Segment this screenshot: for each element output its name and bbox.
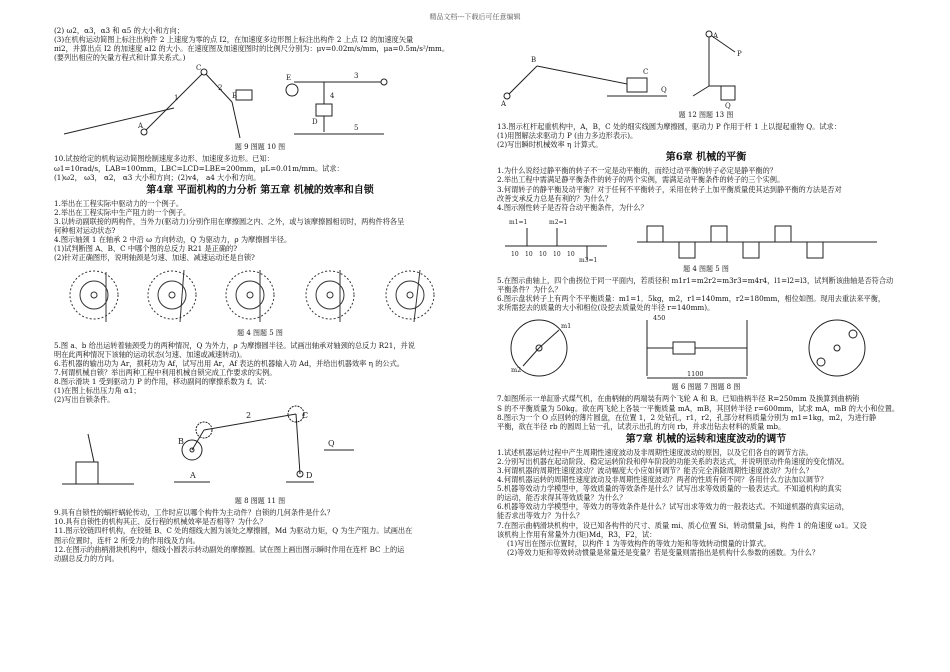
text-line: 9.具有自锁性的蜗杆蜗轮传动，工作时应以哪个构件为主动件？自锁的几何条件是什么？ (54, 508, 334, 518)
text-line: 8.图示为一个 O 点回转的薄片圆盘，在位置 1，2 处钻孔，r1，r2，孔部分材料质量分别为 m1=1kg，m2，为进行静 (497, 412, 877, 422)
svg-text:C: C (643, 68, 649, 76)
text-line: πi2，并算出点 I2 的加速度 aI2 的大小。在速度图及加速度图时的比例尺分别为：μv=0.02m/s/mm，μa=0.5m/s²/mm。 (54, 44, 450, 54)
figure-label: 3 (354, 72, 359, 81)
text-line: ω1=10rad/s，LAB=100mm，LBC=LCD=LBE=200mm，μL=0.01m/mm。试求： (54, 163, 344, 173)
figure-4-5-journals (54, 262, 466, 328)
figure-label: 450 (653, 314, 666, 323)
text-line: 该机构上作用有常量外力(矩)Md，R3，F2，试： (497, 529, 657, 539)
text-line: (2)写出瞬时机械效率 η 计算式。 (497, 140, 603, 150)
figure-label: 10 (567, 250, 575, 258)
text-line: 3.何谓转子的静平衡及动平衡？对于任何不平衡转子，采用在转子上加平衡质量使其达到静平衡的方法是否对 (497, 184, 842, 194)
figure-label: 10 (553, 250, 561, 258)
svg-text:A: A (501, 100, 507, 108)
text-line: 5.在图示曲轴上，四个曲拐位于同一平面内，若质径积 m1r1=m2r2=m3r3=m4r4，l1=l2=l3，试判断该曲轴是否符合动 (497, 275, 894, 285)
svg-text:Q: Q (661, 86, 667, 94)
figure-label: 10 (539, 250, 547, 258)
figure-label: m3=1 (579, 256, 598, 264)
chapter-heading: 第4章 平面机构的力分析 第五章 机械的效率和自锁 (146, 184, 374, 196)
figure-caption: 题 4 图题 5 图 (683, 264, 729, 273)
figure-6-7-8 (497, 312, 915, 382)
text-line: 6.机器等效动力学模型中，等效力的等效条件是什么？试写出求等效力的一般表达式。不知道机器的真实运动， (497, 502, 849, 512)
figure-caption: 题 4 图题 5 图 (237, 329, 283, 338)
text-line: 12.在图示的曲柄滑块机构中，细线小圆表示转动副处的摩擦圆。试在图上画出图示瞬时作用在连杆 BC 上的运 (54, 544, 405, 554)
text-line: 改善支承反力总是有利的？为什么？ (497, 193, 613, 203)
figure-label: E (286, 74, 292, 83)
text-line: 2.举出在工程实际中生产阻力的一个例子。 (54, 207, 191, 217)
text-line: 1.试述机器运转过程中产生周期性速度波动及非周期性速度波动的原因，以及它们各自的调节方法。 (497, 447, 813, 457)
text-line: (1)用图解法求驱动力 P (由力多边形表示)。 (497, 131, 638, 141)
figure-label: C (196, 64, 202, 73)
text-line: 7.何谓机械自锁？举出两种工程中利用机械自锁完成工作要求的实例。 (54, 367, 277, 377)
right-column (497, 26, 915, 557)
text-line: 2.分别写出机器在起动阶段、稳定运转阶段和停车阶段的功能关系的表达式，并说明原动件角速度的变化情况。 (497, 456, 849, 466)
text-line: 1.为什么说经过静平衡的转子不一定是动平衡的，而经过动平衡的转子必定是静平衡的？ (497, 166, 777, 176)
text-line: 何种相对运动状态? (54, 226, 116, 236)
figure-label: 10 (511, 250, 519, 258)
text-line: (要列出相应的矢量方程式和计算关系式。) (54, 53, 186, 63)
figure-caption: 题 9 图题 10 图 (234, 143, 286, 152)
figure-8-11 (54, 404, 466, 496)
text-line: 4.图示轴颈 1 在轴承 2 中沿 ω 方向转动，Q 为驱动力，ρ 为摩擦圆半径。 (54, 235, 292, 245)
text-line: 明在此两种情况下该轴的运动状态(匀速、加速或减速转动)。 (54, 349, 247, 359)
svg-text:A: A (190, 471, 196, 481)
text-line: 平衡条件？为什么？ (497, 285, 562, 295)
svg-text:A: A (713, 32, 719, 40)
text-line: 8.图示滑块 1 受到驱动力 P 的作用，移动副间的摩擦系数为 f。试： (54, 376, 272, 386)
text-line: 1.举出在工程实际中驱动力的一个例子。 (54, 198, 184, 208)
text-line: (2)写出自锁条件。 (54, 395, 115, 405)
text-line: 3.何谓机器的周期性速度波动？波动幅度大小应如何调节？能否完全消除周期性速度波动？为什么？ (497, 465, 813, 475)
svg-text:2: 2 (246, 411, 252, 421)
text-line: 11.图示铰链四杆机构，在铰链 B、C 处的细线大圆为该处之摩擦圆，Md 为驱动力矩，Q 为生产阻力。试画出在 (54, 526, 413, 536)
text-line: 平衡，欲在半径 rb 的圆周上钻一孔，试表示出孔的方向 rb，并求出钻去材料的质量 mb。 (497, 421, 786, 431)
text-line: 的运动，能否求得其等效质量？为什么？ (497, 493, 627, 503)
text-line: (3)在机构运动简图上标注出构件 2 上速度为零的点 I2，在加速度多边形图上标注出构件 2 上点 I2 的加速度矢量 (54, 35, 414, 45)
text-line: 7.在图示曲柄滑块机构中，设已知各构件的尺寸、质量 mi、质心位置 Si、转动惯量 Jsi，构件 1 的角速度 ω1。又设 (497, 520, 867, 530)
figure-caption: 题 12 图题 13 图 (678, 111, 734, 119)
page-header: 精品文档---下载后可任意编辑 (429, 13, 521, 21)
chapter-heading: 第6章 机械的平衡 (665, 152, 747, 164)
figure-label: D (312, 118, 318, 127)
svg-text:C: C (302, 411, 309, 421)
text-line: 6.图示盘状转子上有两个不平衡质量：m1=1．5kg，m2，r1=140mm，r2=180mm，相位如图。现用去重法来平衡， (497, 294, 886, 304)
text-line: 13.图示杠杆起重机构中，A，B，C 处的细实线圆为摩擦圆，驱动力 P 作用于杆 1 上以提起重物 Q。试求： (497, 122, 841, 132)
figure-rotor-crankshaft (497, 212, 915, 264)
text-line: 6.若机器的输出功为 Ar，损耗功为 Af，试写出用 Ar，Af 表达的机器输入功 Ad，并给出机器效率 η 的公式。 (54, 358, 404, 368)
text-line: 动副总反力的方向。 (54, 553, 119, 563)
text-line: 能否求出等效力？为什么？ (497, 511, 584, 521)
text-line: 10.试按给定的机构运动简图绘制速度多边形、加速度多边形。已知： (54, 154, 274, 164)
figure-label: 4 (330, 92, 335, 101)
text-line: (1)试判断图 A、B、C 中哪个图的总反力 R21 是正确的? (54, 244, 238, 254)
figure-label: 1100 (687, 370, 704, 379)
svg-text:B: B (531, 56, 537, 64)
svg-text:Q: Q (328, 439, 335, 449)
figure-caption: 题 8 图题 11 图 (234, 497, 286, 506)
figure-label: 1 (174, 94, 179, 103)
svg-text:D: D (306, 471, 313, 481)
figure-label: B (232, 92, 238, 101)
figure-9-10 (54, 62, 466, 142)
text-line: (2)等效力矩和等效转动惯量是常量还是变量？若是变量则需指出是机构什么参数的函数。为什么？ (507, 547, 820, 557)
figure-label: m2=1 (549, 218, 568, 226)
figure-label: m1 (561, 322, 572, 331)
text-line: 5.图 a、b 给出运转着轴颈受力的两种情况，Q 为外力，ρ 为摩擦圆半径。试画出轴承对轴颈的总反力 R21，并说 (54, 340, 415, 350)
figure-label: 2 (218, 84, 223, 93)
text-line: 3.以转动副联接的两构件，当外力(驱动力)分别作用在摩擦圆之内、之外，或与该摩擦圆相切时，两构件将各呈 (54, 216, 405, 226)
text-line: (1)写出在图示位置时，以构件 1 为等效构件的等效力矩和等效转动惯量的计算式。 (507, 538, 771, 548)
left-column (54, 26, 466, 563)
text-line: (2)针对正确图形，说明轴颈是匀速、加速、减速运动还是自锁? (54, 253, 255, 263)
figure-label: m2 (511, 366, 522, 375)
svg-text:Q: Q (725, 102, 731, 110)
text-line: (2) ω2，α3，α3 和 α5 的大小和方向； (54, 26, 184, 35)
text-line: 7.如图所示一单缸卧式煤气机，在曲柄轴的两端装有两个飞轮 A 和 B。已知曲柄半径 R=250mm 及换算到曲柄销 (497, 394, 860, 404)
svg-text:B: B (178, 437, 184, 447)
text-line: 4.何谓机器运转的周期性速度波动及非周期性速度波动？两者的性质有何不同？各用什么方法加以调节？ (497, 475, 828, 485)
figure-label: A (138, 122, 144, 131)
text-line: 10.具有自锁性的机构其正、反行程的机械效率是否相等？为什么？ (54, 517, 267, 527)
svg-text:P: P (737, 50, 742, 58)
text-line: 4.图示刚性转子是否符合动平衡条件，为什么？ (497, 202, 648, 212)
figure-12-13 (497, 26, 915, 110)
text-line: 求所需挖去的质量的大小和相位(设挖去质量处的半径 r=140mm)。 (497, 303, 715, 313)
figure-label: 10 (525, 250, 533, 258)
chapter-heading: 第7章 机械的运转和速度波动的调节 (625, 433, 787, 445)
text-line: (1)ω2， ω3， α2， α3 大小和方向；(2)v4， a4 大小和方向。 (54, 172, 261, 182)
text-line: (1)在图上标出压力角 α1； (54, 385, 141, 395)
figure-label: 5 (354, 124, 359, 133)
figure-caption: 题 6 图题 7 图题 8 图 (671, 383, 741, 392)
text-line: 5.机器等效动力学模型中，等效质量的等效条件是什么？试写出求等效质量的一般表达式。不知道机构的真实 (497, 484, 842, 494)
text-line: 图示位置时，连杆 2 所受力的作用线及方向。 (54, 535, 200, 545)
text-line: S 的不平衡质量为 50kg。欲在两飞轮上各装一平衡质量 mA，mB，其回转半径 r=600mm，试求 mA，mB 的大小和位置。 (497, 403, 900, 413)
text-line: 2.举出工程中需满足静平衡条件的转子的两个实例，需满足动平衡条件的转子的三个实例。 (497, 175, 785, 185)
figure-label: m1=1 (509, 218, 528, 226)
